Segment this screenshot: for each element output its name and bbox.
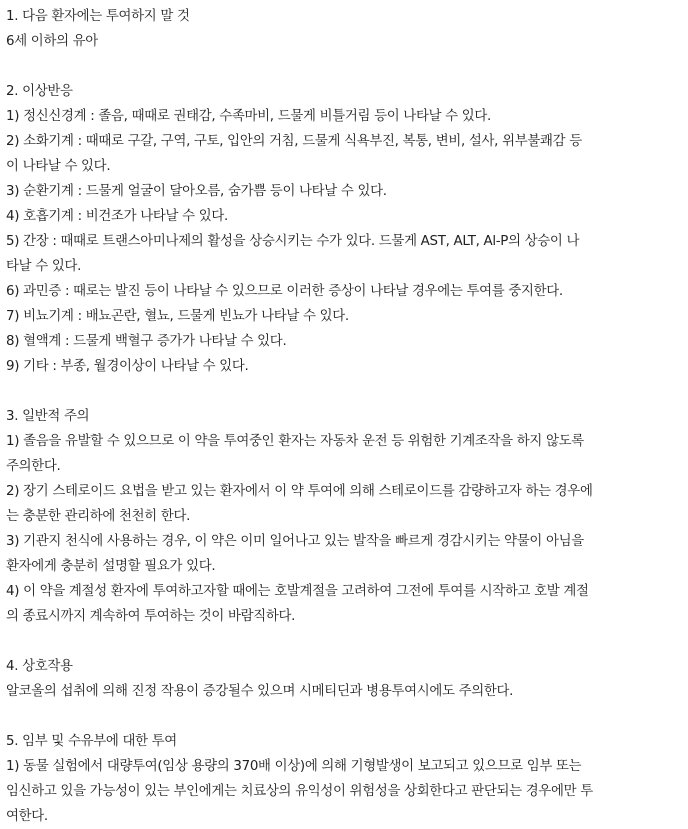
text-line: 1) 동물 실험에서 대량투여(임상 용량의 370배 이상)에 의해 기형발생이 보고되고 있으므로 임부 또는: [6, 759, 582, 774]
text-line: 주의한다.: [6, 459, 61, 474]
section-heading: 4. 상호작용: [6, 659, 73, 674]
text-line: 3) 순환기계 : 드물게 얼굴이 달아오름, 숨가쁨 등이 나타날 수 있다.: [6, 184, 387, 199]
text-line: 8) 혈액계 : 드물게 백혈구 증가가 나타날 수 있다.: [6, 334, 287, 349]
text-line: 2) 장기 스테로이드 요법을 받고 있는 환자에서 이 약 투여에 의해 스테로이드를 감량하고자 하는 경우에: [6, 484, 593, 499]
text-line: 9) 기타 : 부종, 월경이상이 나타날 수 있다.: [6, 359, 249, 374]
blank-line: [6, 704, 688, 729]
text-line: 타날 수 있다.: [6, 259, 82, 274]
blank-line: [6, 379, 688, 404]
section-heading: 2. 이상반응: [6, 84, 73, 99]
text-line: 1) 졸음을 유발할 수 있으므로 이 약을 투여중인 환자는 자동차 운전 등 위험한 기계조작을 하지 않도록: [6, 434, 584, 449]
text-line: 3) 기관지 천식에 사용하는 경우, 이 약은 이미 일어나고 있는 발작을 빠르게 경감시키는 약물이 아님을: [6, 534, 584, 549]
text-line: 는 충분한 관리하에 천천히 한다.: [6, 509, 191, 524]
text-line: 4) 이 약을 계절성 환자에 투여하고자할 때에는 호발계절을 고려하여 그전에 투여를 시작하고 호발 계절: [6, 584, 589, 599]
text-line: 6세 이하의 유아: [6, 34, 98, 49]
text-line: 5) 간장 : 때때로 트랜스아미나제의 활성을 상승시키는 수가 있다. 드물게 AST, ALT, Al-P의 상승이 나: [6, 234, 580, 249]
text-line: 이 나타날 수 있다.: [6, 159, 111, 174]
text-line: 4) 호흡기계 : 비건조가 나타날 수 있다.: [6, 209, 228, 224]
text-line: 환자에게 충분히 설명할 필요가 있다.: [6, 559, 216, 574]
text-line: 6) 과민증 : 때로는 발진 등이 나타날 수 있으므로 이러한 증상이 나타날 경우에는 투여를 중지한다.: [6, 284, 563, 299]
document-body: [6, 4, 688, 829]
blank-line: [6, 629, 688, 654]
text-line: 여한다.: [6, 809, 48, 824]
text-line: 1) 정신신경계 : 졸음, 때때로 권태감, 수족마비, 드물게 비틀거림 등이 나타날 수 있다.: [6, 109, 491, 124]
section-heading: 1. 다음 환자에는 투여하지 말 것: [6, 9, 190, 24]
text-line: 알코올의 섭취에 의해 진정 작용이 증강될수 있으며 시메티딘과 병용투여시에도 주의한다.: [6, 684, 514, 699]
text-line: 임신하고 있을 가능성이 있는 부인에게는 치료상의 유익성이 위험성을 상회한다고 판단되는 경우에만 투: [6, 784, 593, 799]
text-line: 7) 비뇨기계 : 배뇨곤란, 혈뇨, 드물게 빈뇨가 나타날 수 있다.: [6, 309, 349, 324]
blank-line: [6, 54, 688, 79]
text-line: 2) 소화기계 : 때때로 구갈, 구역, 구토, 입안의 거침, 드물게 식욕부진, 복통, 변비, 설사, 위부불쾌감 등: [6, 134, 582, 149]
section-heading: 3. 일반적 주의: [6, 409, 90, 424]
text-line: 의 종료시까지 계속하여 투여하는 것이 바람직하다.: [6, 609, 296, 624]
section-heading: 5. 임부 및 수유부에 대한 투여: [6, 734, 177, 749]
